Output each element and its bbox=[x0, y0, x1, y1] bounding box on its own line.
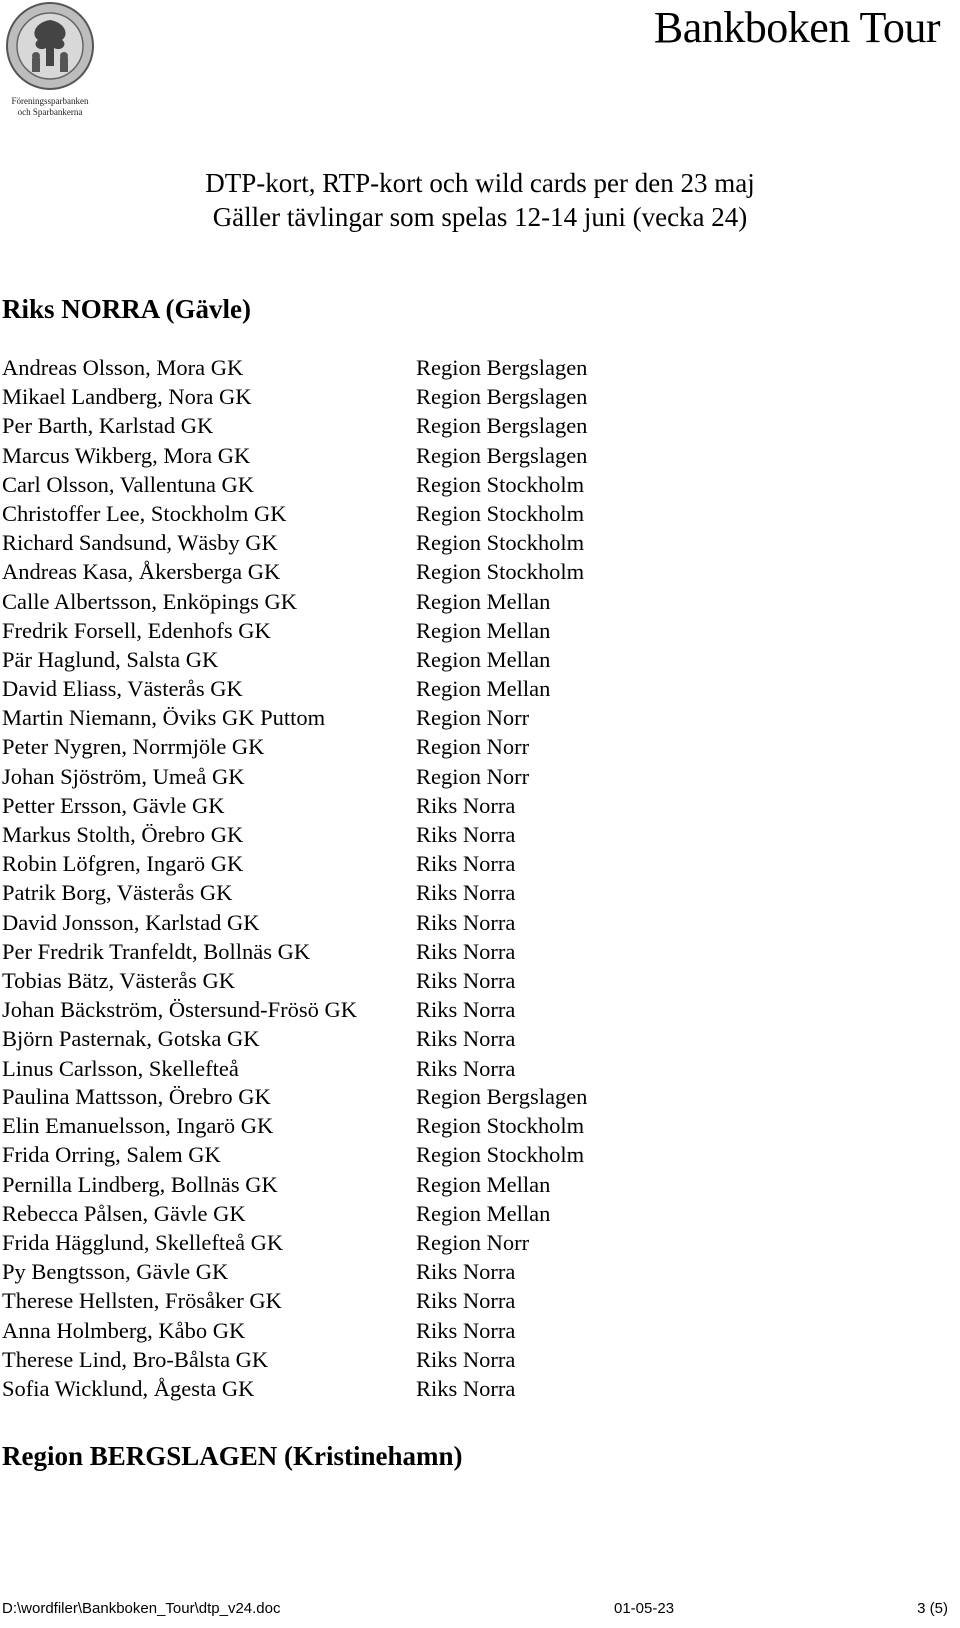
brand-title: Bankboken Tour bbox=[653, 3, 940, 52]
player-row bbox=[2, 1316, 587, 1345]
player-region: Riks Norra bbox=[416, 909, 516, 935]
player-region: Riks Norra bbox=[416, 792, 516, 818]
player-row bbox=[2, 1374, 587, 1403]
player-region: Region Stockholm bbox=[416, 530, 585, 556]
sparbanken-logo bbox=[2, 0, 98, 130]
player-region: Region Stockholm bbox=[416, 1113, 585, 1139]
player-region: Region Stockholm bbox=[416, 500, 585, 526]
player-region: Riks Norra bbox=[416, 880, 516, 906]
player-name: David Eliass, Västerås GK bbox=[2, 676, 243, 702]
player-region: Riks Norra bbox=[416, 851, 516, 877]
player-row bbox=[2, 1286, 587, 1315]
player-name: Robin Löfgren, Ingarö GK bbox=[2, 851, 244, 877]
player-region: Region Norr bbox=[416, 1229, 530, 1255]
section-heading-riks-norra: Riks NORRA (Gävle) bbox=[2, 294, 251, 324]
player-row bbox=[2, 645, 587, 674]
player-name: Pernilla Lindberg, Bollnäs GK bbox=[2, 1171, 278, 1197]
logo-caption-line-2: och Sparbankerna bbox=[17, 107, 83, 117]
player-region: Riks Norra bbox=[416, 1026, 516, 1052]
women-player-list bbox=[2, 1082, 587, 1403]
player-name: Therese Hellsten, Frösåker GK bbox=[2, 1288, 282, 1314]
player-name: Frida Hägglund, Skellefteå GK bbox=[2, 1229, 284, 1255]
title-line-2: Gäller tävlingar som spelas 12-14 juni (vecka 24) bbox=[212, 202, 748, 232]
player-row bbox=[2, 1140, 587, 1169]
player-region: Region Bergslagen bbox=[416, 384, 588, 410]
player-name: Richard Sandsund, Wäsby GK bbox=[2, 530, 278, 556]
player-region: Region Stockholm bbox=[416, 1142, 585, 1168]
player-row bbox=[2, 674, 587, 703]
player-name: Pär Haglund, Salsta GK bbox=[2, 646, 219, 672]
player-row bbox=[2, 878, 587, 907]
player-name: Andreas Kasa, Åkersberga GK bbox=[2, 559, 281, 585]
player-name: Carl Olsson, Vallentuna GK bbox=[2, 471, 255, 497]
player-name: Anna Holmberg, Kåbo GK bbox=[2, 1317, 246, 1343]
player-row bbox=[2, 762, 587, 791]
player-region: Region Bergslagen bbox=[416, 442, 588, 468]
footer-page-number: 3 (5) bbox=[917, 1600, 948, 1617]
player-row bbox=[2, 353, 587, 382]
player-name: Rebecca Pålsen, Gävle GK bbox=[2, 1200, 246, 1226]
player-region: Riks Norra bbox=[416, 1055, 516, 1081]
player-region: Region Mellan bbox=[416, 646, 551, 672]
player-name: Johan Bäckström, Östersund-Frösö GK bbox=[2, 997, 357, 1023]
player-region: Region Bergslagen bbox=[416, 355, 588, 380]
player-name: Therese Lind, Bro-Bålsta GK bbox=[2, 1346, 269, 1372]
logo-caption-line-1: Föreningssparbanken bbox=[11, 96, 89, 106]
player-region: Region Norr bbox=[416, 734, 530, 760]
player-region: Region Stockholm bbox=[416, 559, 585, 585]
player-row bbox=[2, 587, 587, 616]
player-name: Markus Stolth, Örebro GK bbox=[2, 822, 244, 847]
player-region: Region Mellan bbox=[416, 1200, 551, 1226]
player-name: Martin Niemann, Öviks GK Puttom bbox=[2, 705, 326, 731]
page-footer bbox=[2, 1596, 958, 1622]
player-region: Region Mellan bbox=[416, 1171, 551, 1197]
player-row bbox=[2, 732, 587, 761]
player-row bbox=[2, 411, 587, 440]
player-row bbox=[2, 1111, 587, 1140]
player-name: Björn Pasternak, Gotska GK bbox=[2, 1026, 260, 1052]
player-region: Riks Norra bbox=[416, 967, 516, 993]
player-region: Region Mellan bbox=[416, 676, 551, 702]
player-name: Andreas Olsson, Mora GK bbox=[2, 355, 244, 380]
player-name: David Jonsson, Karlstad GK bbox=[2, 909, 260, 935]
player-name: Elin Emanuelsson, Ingarö GK bbox=[2, 1113, 274, 1139]
player-row bbox=[2, 557, 587, 586]
document-title bbox=[0, 166, 960, 234]
player-name: Paulina Mattsson, Örebro GK bbox=[2, 1084, 271, 1109]
player-row bbox=[2, 616, 587, 645]
player-region: Riks Norra bbox=[416, 1375, 516, 1401]
player-row bbox=[2, 1170, 587, 1199]
player-region: Riks Norra bbox=[416, 997, 516, 1023]
player-region: Riks Norra bbox=[416, 822, 516, 847]
player-name: Johan Sjöström, Umeå GK bbox=[2, 763, 245, 789]
player-region: Region Mellan bbox=[416, 588, 551, 614]
player-name: Per Fredrik Tranfeldt, Bollnäs GK bbox=[2, 938, 311, 964]
player-name: Christoffer Lee, Stockholm GK bbox=[2, 500, 287, 526]
player-row bbox=[2, 791, 587, 820]
player-region: Riks Norra bbox=[416, 1317, 516, 1343]
player-region: Riks Norra bbox=[416, 1346, 516, 1372]
player-region: Region Mellan bbox=[416, 617, 551, 643]
player-name: Per Barth, Karlstad GK bbox=[2, 413, 214, 439]
player-region: Region Norr bbox=[416, 763, 530, 789]
player-name: Tobias Bätz, Västerås GK bbox=[2, 967, 235, 993]
player-row bbox=[2, 908, 587, 937]
player-row bbox=[2, 528, 587, 557]
player-row bbox=[2, 820, 587, 849]
footer-file-path: D:\wordfiler\Bankboken_Tour\dtp_v24.doc bbox=[2, 1600, 281, 1617]
player-row bbox=[2, 1257, 587, 1286]
player-row bbox=[2, 499, 587, 528]
player-name: Patrik Borg, Västerås GK bbox=[2, 880, 233, 906]
player-region: Region Bergslagen bbox=[416, 413, 588, 439]
player-row bbox=[2, 995, 587, 1024]
player-row bbox=[2, 382, 587, 411]
sparbanken-seal-icon bbox=[2, 0, 98, 96]
player-region: Region Bergslagen bbox=[416, 1084, 588, 1109]
player-row bbox=[2, 1199, 587, 1228]
player-row bbox=[2, 1054, 587, 1083]
player-name: Marcus Wikberg, Mora GK bbox=[2, 442, 251, 468]
player-name: Fredrik Forsell, Edenhofs GK bbox=[2, 617, 271, 643]
player-region: Region Stockholm bbox=[416, 471, 585, 497]
section-heading-region-bergslagen: Region BERGSLAGEN (Kristinehamn) bbox=[2, 1441, 463, 1471]
player-row bbox=[2, 1345, 587, 1374]
player-region: Riks Norra bbox=[416, 938, 516, 964]
player-region: Riks Norra bbox=[416, 1288, 516, 1314]
player-row bbox=[2, 849, 587, 878]
player-row bbox=[2, 1024, 587, 1053]
footer-date: 01-05-23 bbox=[614, 1600, 675, 1617]
player-name: Py Bengtsson, Gävle GK bbox=[2, 1259, 229, 1285]
player-name: Linus Carlsson, Skellefteå bbox=[2, 1055, 239, 1081]
player-row bbox=[2, 703, 587, 732]
player-row bbox=[2, 470, 587, 499]
player-row bbox=[2, 937, 587, 966]
player-row bbox=[2, 1228, 587, 1257]
title-line-1: DTP-kort, RTP-kort och wild cards per den 23 maj bbox=[205, 168, 755, 198]
men-player-list bbox=[2, 353, 587, 1083]
player-name: Sofia Wicklund, Ågesta GK bbox=[2, 1375, 255, 1401]
player-name: Mikael Landberg, Nora GK bbox=[2, 384, 252, 410]
player-name: Frida Orring, Salem GK bbox=[2, 1142, 221, 1168]
player-row bbox=[2, 966, 587, 995]
player-region: Region Norr bbox=[416, 705, 530, 731]
player-row bbox=[2, 441, 587, 470]
player-name: Petter Ersson, Gävle GK bbox=[2, 792, 225, 818]
player-name: Peter Nygren, Norrmjöle GK bbox=[2, 734, 265, 760]
player-region: Riks Norra bbox=[416, 1259, 516, 1285]
player-name: Calle Albertsson, Enköpings GK bbox=[2, 588, 297, 614]
player-row bbox=[2, 1082, 587, 1111]
